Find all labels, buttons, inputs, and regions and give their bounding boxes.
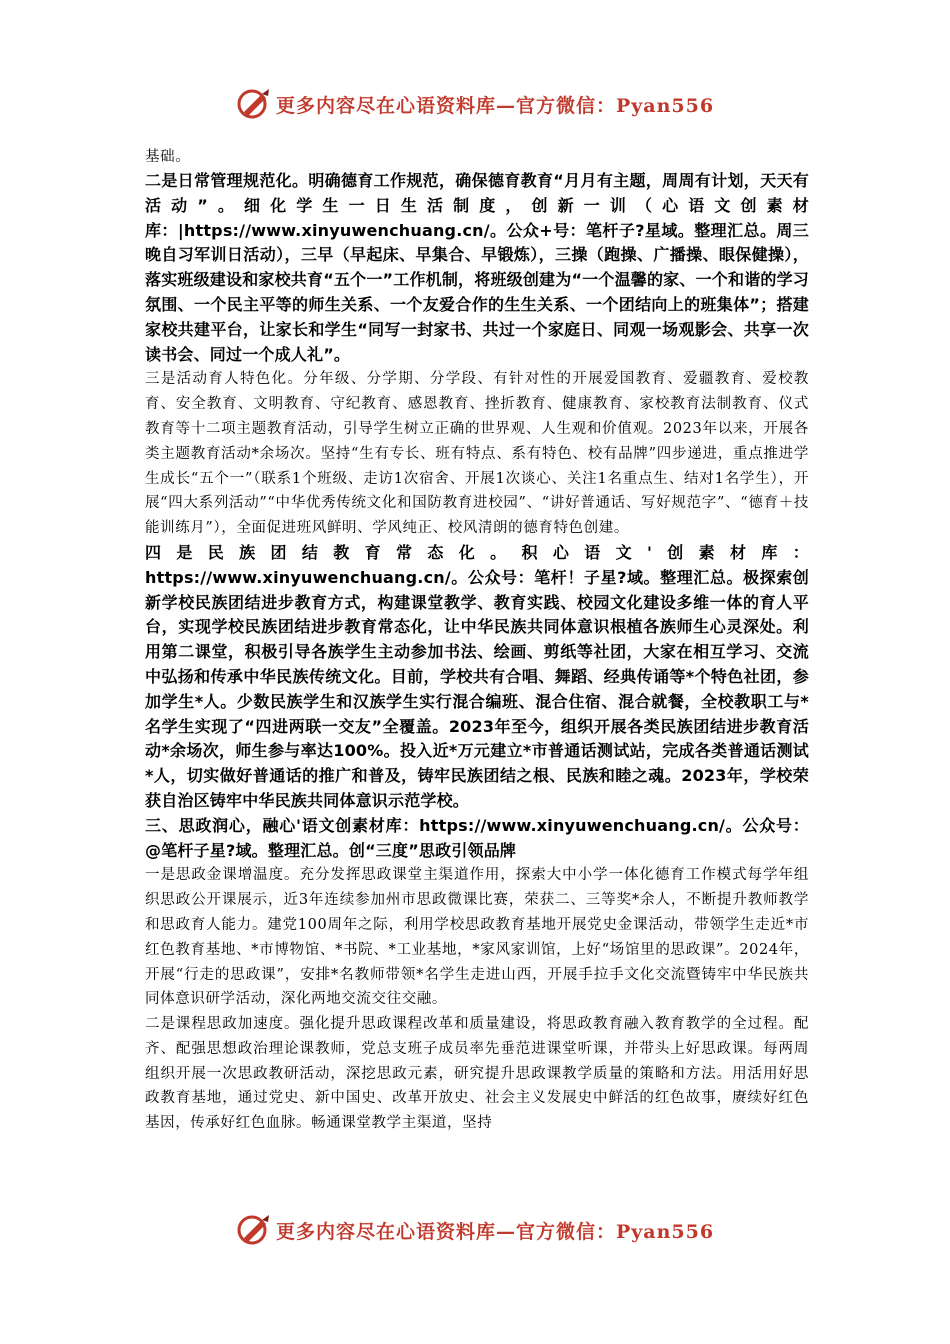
header-banner-text: 更多内容尽在心语资料库—官方微信：Pyan556 bbox=[275, 94, 715, 117]
section-heading-ideological: 三、思政润心，融心'语文创素材库：https://www.xinyuwenchuang.cn/。公众号：@笔杆子星?域。整理汇总。创“三度”思政引领品牌 bbox=[145, 815, 809, 860]
footer-banner-text: 更多内容尽在心语资料库—官方微信：Pyan556 bbox=[275, 1220, 715, 1243]
header-banner bbox=[0, 82, 950, 126]
footer-banner bbox=[0, 1208, 950, 1252]
pen-nib-logo-icon bbox=[236, 1212, 272, 1248]
paragraph-golden-course: 一是思政金课增温度。充分发挥思政课堂主渠道作用，探索大中小学一体化德育工作模式每学年组织思政公开课展示，近3年连续参加州市思政微课比赛，荣获二、三等奖*余人，不断提升教师教学和思政育人能力。建党100周年之际，利用学校思政教育基地开展党史金课活动，带领学生走近*市红色教育基地、*市博物馆、*书院、*工业基地，*家风家训馆，上好“场馆里的思政课”。2024年，开展“行走的思政课”，安排*名教师带领*名学生走进山西，开展手拉手文化交流暨铸牢中华民族共同体意识研学活动，深化两地交流交往交融。 bbox=[145, 867, 809, 1008]
paragraph-ethnic-unity: 四是民族团结教育常态化。积心语文'创素材库：https://www.xinyuwenchuang.cn/。公众号：笔杆！子星?域。整理汇总。极探索创新学校民族团结进步教育方式，构建课堂教学、教育实践、校园文化建设多维一体的育人平台，实现学校民族团结进步教育常态化，让中华民族共同体意识根植各族师生心灵深处。利用第二课堂，积极引导各族学生主动参加书法、绘画、剪纸等社团，大家在相互学习、交流中弘扬和传承中华民族传统文化。目前，学校共有合唱、舞蹈、经典传诵等*个特色社团，参加学生*人。少数民族学生和汉族学生实行混合编班、混合住宿、混合就餐，全校教职工与*名学生实现了“四进两联一交友”全覆盖。2023年至今，组织开展各类民族团结进步教育活动*余场次，师生参与率达100%。投入近*万元建立*市普通话测试站，完成各类普通话测试*人，切实做好普通话的推广和普及，铸牢民族团结之根、民族和睦之魂。2023年，学校荣获自治区铸牢中华民族共同体意识示范学校。 bbox=[145, 542, 809, 810]
document-body bbox=[145, 145, 809, 1136]
pen-nib-logo-icon bbox=[236, 86, 272, 122]
paragraph-course-ideology: 二是课程思政加速度。强化提升思政课程改革和质量建设，将思政教育融入教育教学的全过程。配齐、配强思想政治理论课教师，党总支班子成员率先垂范进课堂听课，并带头上好思政课。每两周组织开展一次思政教研活动，深挖思政元素，研究提升思政课教学质量的策略和方法。用活用好思政教育基地，通过党史、新中国史、改革开放史、社会主义发展史中鲜活的红色故事，赓续好红色基因，传承好红色血脉。畅通课堂教学主渠道，坚持 bbox=[145, 1016, 809, 1132]
paragraph-continuation: 基础。 bbox=[145, 149, 191, 165]
paragraph-activity-education: 三是活动育人特色化。分年级、分学期、分学段、有针对性的开展爱国教育、爱疆教育、爱校教育、安全教育、文明教育、守纪教育、感恩教育、挫折教育、健康教育、家校教育法制教育、仪式教育等十二项主题教育活动，引导学生树立正确的世界观、人生观和价值观。2023年以来，开展各类主题教育活动*余场次。坚持“生有专长、班有特点、系有特色、校有品牌”四步递进，重点推进学生成长“五个一”（联系1个班级、走访1次宿舍、开展1次谈心、关注1名重点生、结对1名学生），开展“四大系列活动”“中华优秀传统文化和国防教育进校园”、“讲好普通话、写好规范字”、“德育＋技能训练月”），全面促进班风鲜明、学风纯正、校风清朗的德育特色创建。 bbox=[145, 371, 809, 537]
paragraph-daily-management: 二是日常管理规范化。明确德育工作规范，确保德育教育“月月有主题，周周有计划，天天有活动”。细化学生一日生活制度，创新一训（心语文创素材库：|https://www.xinyuwenchuang.cn/。公众+号：笔杆子?星域。整理汇总。周三晚自习军训日活动），三早（早起床、早集合、早锻炼），三操（跑操、广播操、眼保健操），落实班级建设和家校共育“五个一”工作机制，将班级创建为“一个温馨的家、一个和谐的学习氛围、一个民主平等的师生关系、一个友爱合作的生生关系、一个团结向上的班集体”；搭建家校共建平台，让家长和学生“同写一封家书、共过一个家庭日、同观一场观影会、共享一次读书会、同过一个成人礼”。 bbox=[145, 171, 809, 364]
